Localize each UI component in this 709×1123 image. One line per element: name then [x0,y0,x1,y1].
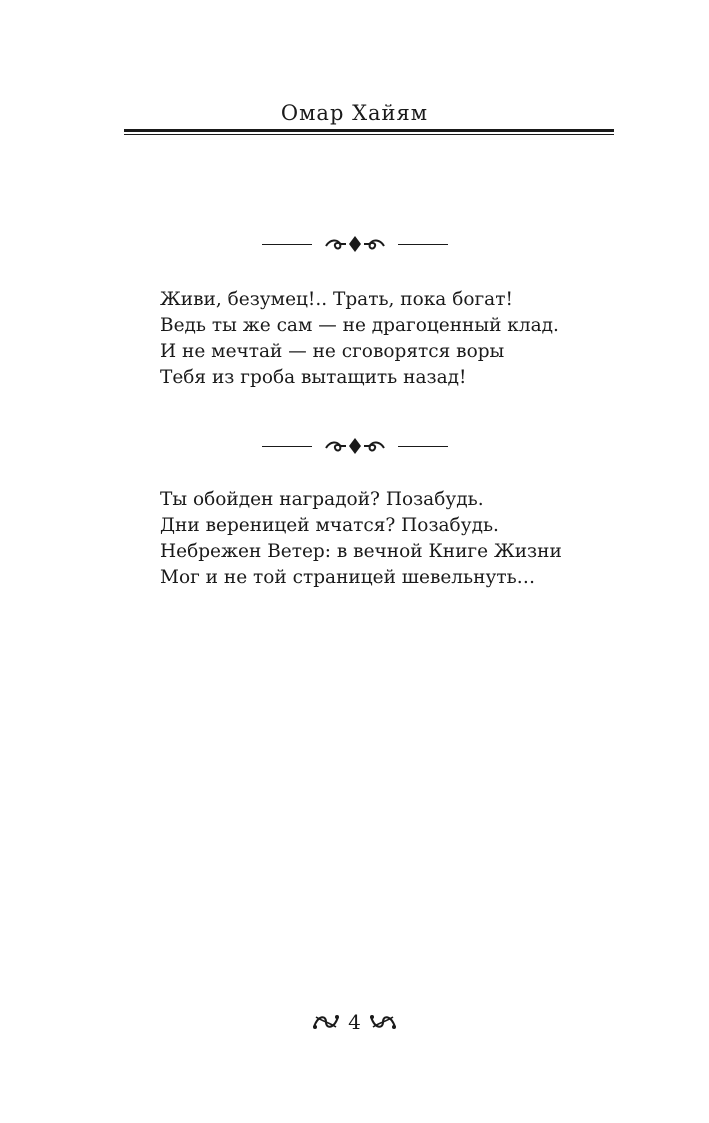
ornament-dash-right [398,244,448,245]
stanza [160,287,620,391]
stanza [160,487,620,591]
scroll-flourish-right-icon [369,1013,397,1031]
verse-line: Небрежен Ветер: в вечной Книге Жизни [160,541,562,562]
verse-line: Дни вереницей мчатся? Позабудь. [160,515,499,536]
verse-line: Мог и не той страницей шевельнуть… [160,567,536,588]
fleuron-diamond-icon [324,437,386,455]
ornament-dash-right [398,446,448,447]
page-footer [0,1010,709,1034]
verse-line: Ведь ты же сам — не драгоценный клад. [160,315,559,336]
stanza-ornament [0,436,709,456]
verse-line: И не мечтай — не сговорятся воры [160,341,505,362]
verse-line: Ты обойден наградой? Позабудь. [160,489,484,510]
ornament-dash-left [262,446,312,447]
header-rule-thin [124,134,614,135]
page-number: 4 [348,1010,361,1034]
header-rule-thick [124,129,614,132]
verse-line: Тебя из гроба вытащить назад! [160,367,467,388]
fleuron-diamond-icon [324,235,386,253]
stanza-ornament [0,234,709,254]
ornament-dash-left [262,244,312,245]
scroll-flourish-left-icon [312,1013,340,1031]
header-title: Омар Хайям [280,101,429,125]
verse-line: Живи, безумец!.. Трать, пока богат! [160,289,513,310]
